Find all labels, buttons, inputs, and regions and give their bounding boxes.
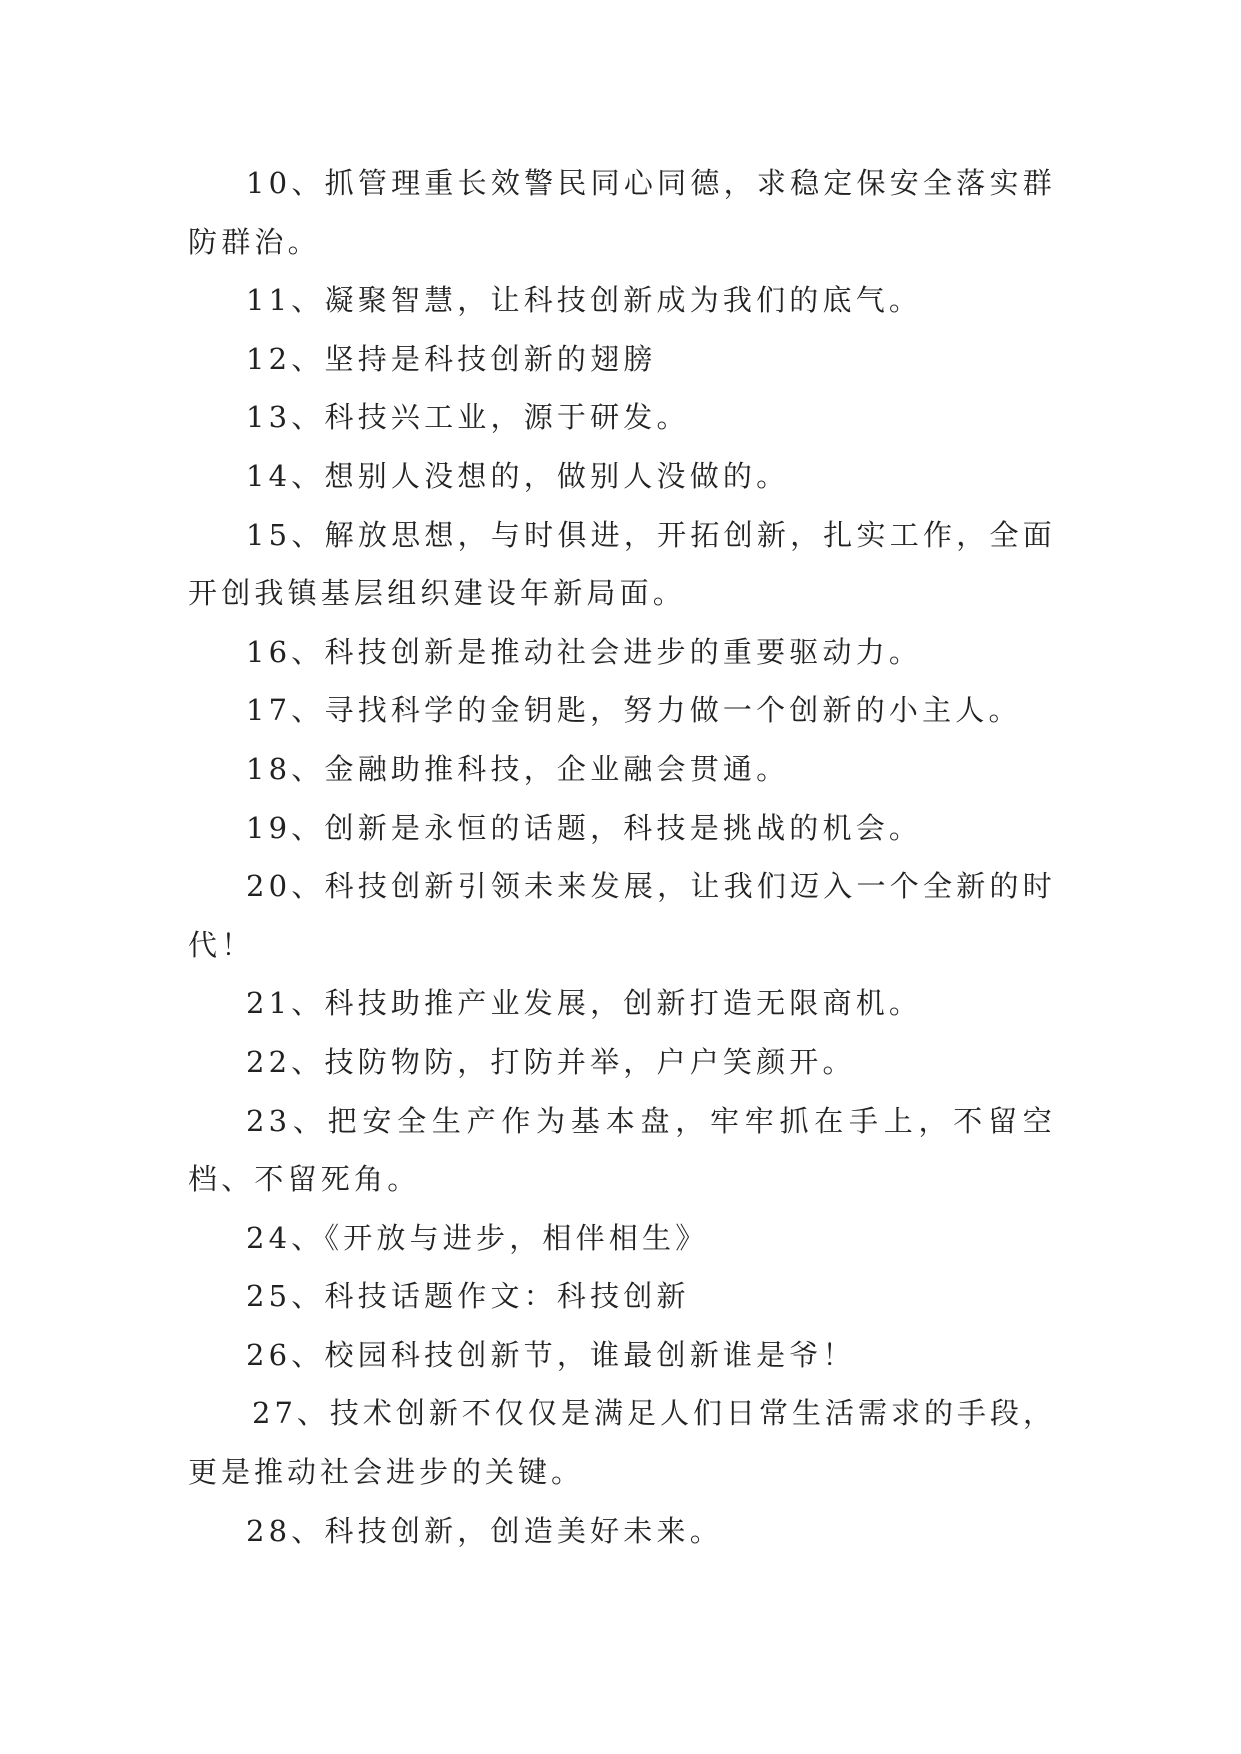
paragraph-25: 25、科技话题作文：科技创新 bbox=[246, 1279, 690, 1314]
paragraph-15: 15、解放思想，与时俱进，开拓创新，扎实工作，全面开创我镇基层组织建设年新局面。 bbox=[188, 517, 1056, 611]
paragraph-11: 11、凝聚智慧，让科技创新成为我们的底气。 bbox=[246, 283, 923, 318]
paragraph-28: 28、科技创新，创造美好未来。 bbox=[246, 1513, 723, 1548]
paragraph-20: 20、科技创新引领未来发展，让我们迈入一个全新的时代！ bbox=[188, 869, 1056, 962]
paragraph-24: 24、《开放与进步，相伴相生》 bbox=[246, 1220, 709, 1255]
paragraph-12: 12、坚持是科技创新的翅膀 bbox=[246, 341, 657, 376]
document-body bbox=[188, 154, 1056, 1560]
paragraph-21: 21、科技助推产业发展，创新打造无限商机。 bbox=[246, 986, 923, 1021]
paragraph-19: 19、创新是永恒的话题，科技是挑战的机会。 bbox=[246, 810, 923, 845]
paragraph-13: 13、科技兴工业，源于研发。 bbox=[246, 400, 690, 435]
paragraph-14: 14、想别人没想的，做别人没做的。 bbox=[246, 458, 790, 493]
paragraph-16: 16、科技创新是推动社会进步的重要驱动力。 bbox=[246, 634, 923, 669]
paragraph-18: 18、金融助推科技，企业融会贯通。 bbox=[246, 751, 790, 786]
paragraph-27: 27、技术创新不仅仅是满足人们日常生活需求的手段，更是推动社会进步的关键。 bbox=[188, 1396, 1056, 1490]
paragraph-26: 26、校园科技创新节，谁最创新谁是爷！ bbox=[246, 1337, 856, 1372]
paragraph-17: 17、寻找科学的金钥匙，努力做一个创新的小主人。 bbox=[246, 693, 1022, 728]
paragraph-23: 23、把安全生产作为基本盘，牢牢抓在手上，不留空档、不留死角。 bbox=[188, 1103, 1056, 1197]
paragraph-10: 10、抓管理重长效警民同心同德，求稳定保安全落实群防群治。 bbox=[188, 166, 1056, 259]
paragraph-22: 22、技防物防，打防并举，户户笑颜开。 bbox=[246, 1044, 856, 1079]
